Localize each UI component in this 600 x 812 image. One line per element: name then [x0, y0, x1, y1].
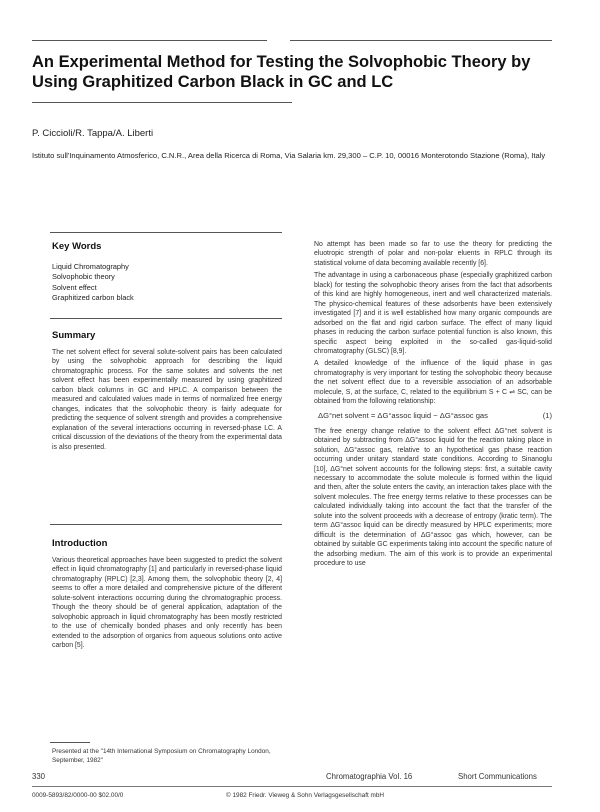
summary-heading: Summary	[52, 330, 96, 341]
right-column	[314, 240, 552, 569]
keyword-item: Graphitized carbon black	[52, 292, 134, 302]
summary-rule	[50, 318, 282, 319]
title-rule	[32, 102, 292, 103]
footnote-rule	[50, 742, 90, 743]
equation-1: ΔG°net solvent = ΔG°assoc liquid − ΔG°assoc gas	[318, 410, 488, 420]
keywords-heading: Key Words	[52, 241, 102, 252]
authors: P. Ciccioli/R. Tappa/A. Liberti	[32, 128, 154, 139]
right-paragraph-3: A detailed knowledge of the influence of the liquid phase in gas chromatography is very important for testing the solvophobic theory because the net solvent effect due to a reversible association of an adsorbable molecule, S, at the surface, C, related to the equilibrium S + C ⇌ SC, can be obtained from the following relationship:	[314, 360, 552, 406]
keyword-item: Liquid Chromatography	[52, 262, 129, 271]
article-code: 0009-5893/82/0000-00 $02.00/0	[32, 792, 124, 799]
right-paragraph-1: No attempt has been made so far to use the theory for predicting the eluotropic strength of polar and non-polar eluents in RPLC through its statistical volume of data becoming available recently [6].	[314, 241, 552, 267]
right-paragraph-4: The free energy change relative to the solvent effect ΔG°net solvent is obtained by subtracting from ΔG°assoc liquid for the reaction taking place in solution, ΔG°assoc gas, relative to an hypothetical gas phase reaction occurring under unitary standard state conditions. According to Sinanoglu [10], ΔG°net solvent accounts for the following steps: first, a suitable cavity necessary to accommodate the solute molecule is formed within the liquid and then, after the solute enters the cavity, an interaction takes place with the solvent molecules. The free energy terms relative to these processes can be calculated individually taking into account the fact that the transfer of the solute into the solvent proceeds with a decrease of entropy (kratic term). The term ΔG°assoc liquid can be directly measured by HPLC experiments; more difficult is the determination of ΔG°assoc gas which, however, can be obtained by suitable GC experiments taking into account the specific nature of the adsorbing medium. The aim of this work is to provide an experimental procedure to use	[314, 427, 552, 568]
top-rule-right	[290, 40, 552, 41]
summary-paragraph: The net solvent effect for several solute-solvent pairs has been calculated by using the solvophobic approach for describing the liquid chromatographic process. For the same solutes and solvents the net solvent effect has been experimentally measured by using graphitized carbon black columns in GC and HPLC. A comparison between the measured and calculated values made in terms of normalized free energy changes, indicates that the solvophobic theory is fairly adequate for predicting the sequence of solvent strength and provides a comprehensive explanation of the several interactions occurring in reversed-phase LC. A critical discussion of the deviations of the theory from the experimental data is also presented.	[52, 349, 282, 451]
footer-rule	[32, 786, 552, 787]
introduction-paragraph: Various theoretical approaches have been suggested to predict the solvent effect in liquid chromatography [1] and particularly in reversed-phase liquid chromatography (RPLC) [2,3]. Among them, the solvophobic theory [2, 4] seems to offer a more detailed and comprehensive picture of the different solute-solvent interactions occurring during the chromatographic process. Though the theory should be of general application, adaptation of the solvophobic approach in liquid chromatography has been mostly restricted to the use of chemically bonded phases and only recently has been extended to the adsorption of organics from aqueous solutions onto active carbon [5].	[52, 557, 282, 650]
journal-name: Chromatographia Vol. 16	[326, 772, 413, 781]
page-number: 330	[32, 772, 46, 781]
introduction-text	[52, 556, 282, 651]
institution: Istituto sull'Inquinamento Atmosferico, C.N.R., Area della Ricerca di Roma, Via Salaria km. 29,300 – C.P. 10, 00016 Monterotondo Stazione (Roma), Italy	[32, 151, 546, 160]
footnote: Presented at the "14th International Symposium on Chromatography London, September, 1982"	[52, 748, 271, 764]
top-rule-left	[32, 40, 267, 41]
paper-title: An Experimental Method for Testing the Solvophobic Theory by Using Graphitized Carbon Black in GC and LC	[32, 53, 531, 91]
keywords-list	[52, 262, 282, 303]
equation-number: (1)	[542, 410, 552, 420]
right-paragraph-2: The advantage in using a carbonaceous phase (especially graphitized carbon black) for testing the solvophobic theory arises from the fact that adsorbents of this kind are highly homogeneous, inert and well characterized materials. The physico-chemical features of these adsorbents have been extensively investigated [7] and it is well established how many organic compounds are adsorbed on the flat and rigid carbon surface. The effect of many liquid phases in reducing the carbon surface potential function is also known, this specific aspect being exploited in the so-called gas-liquid-solid chromatography (GLSC) [8,9].	[314, 272, 552, 355]
intro-rule	[50, 524, 282, 525]
copyright: © 1982 Friedr. Vieweg & Sohn Verlagsgesellschaft mbH	[226, 792, 385, 799]
summary-text	[52, 348, 282, 452]
section-name: Short Communications	[458, 772, 537, 781]
introduction-heading: Introduction	[52, 538, 108, 549]
keyword-item: Solvent effect	[52, 282, 97, 292]
equation-row	[314, 410, 552, 424]
keyword-item: Solvophobic theory	[52, 272, 115, 282]
keywords-rule	[50, 232, 282, 233]
